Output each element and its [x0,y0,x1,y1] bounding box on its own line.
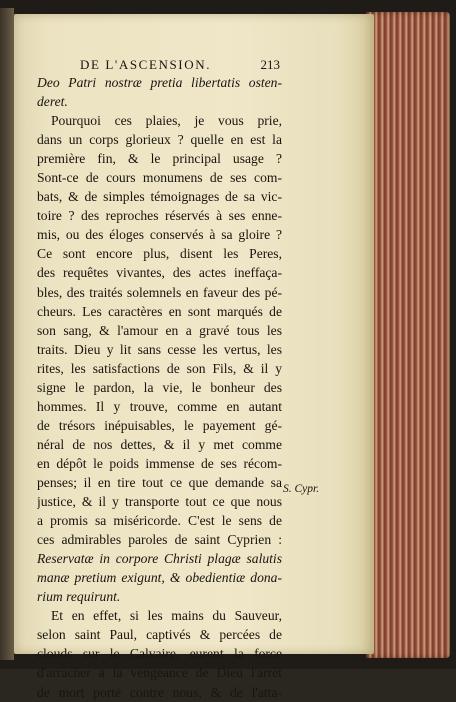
text-line: toire ? des reproches réservés à ses enne- [37,208,282,224]
text-line: son sang, & l'amour en a gravé tous les [37,322,282,338]
text-line: cheurs. Les caractères en sont marqués de [37,303,282,319]
text-line: traits. Dieu y lit sans cesse les vertus, les [37,341,282,357]
left-page-edge [0,8,14,660]
text-line: bles, des traités solemnels en faveur des pé- [37,284,282,300]
page-number: 213 [260,57,280,72]
running-title: DE L'ASCENSION. [80,57,212,72]
text-line: Reservatæ in corpore Christi plagæ salutis [37,551,282,567]
text-line: Ce sont encore plus, disent les Peres, [37,246,282,262]
text-line: des requêtes vivantes, des actes ineffaça- [37,265,282,281]
margin-note [283,483,319,495]
text-line: ces admirables paroles de saint Cyprien : [37,532,282,548]
text-line: a promis sa miséricorde. C'est le sens de [37,513,282,529]
text-line: justice, & il y transporte tout ce que nous [37,494,282,510]
text-line: en dépôt le poids immense de ses récom- [37,455,282,471]
page-stack-fore-edge [366,12,450,658]
text-line: penses; il en tire tout ce que demande sa [37,474,282,490]
text-line: Sont-ce de cours monumens de ses com- [37,170,282,186]
text-line: clouds sur le Calvaire, eurent la force [37,646,282,662]
text-line: première fin, & le principal usage ? [37,151,282,167]
text-line: deret. [37,94,68,110]
body-text [37,73,282,702]
text-line: mis, ou des éloges conservés à sa gloire ? [37,227,282,243]
text-line: hommes. Il y trouve, comme en autant [37,398,282,414]
text-line: néral de nos dettes, & il y met comme [37,436,282,452]
text-line: manæ pretium exigunt, & obedientiæ dona- [37,570,282,586]
text-line: rium requirunt. [37,589,121,605]
text-line: Et en effet, si les mains du Sauveur, [51,608,282,624]
margin-note-text: S. Cypr. [283,483,320,495]
text-line: dans un corps glorieux ? quelle en est la [37,132,282,148]
text-line: rites, les satisfactions de son Fils, & il y [37,360,282,376]
text-line: bats, & de simples témoignages de sa vic- [37,189,282,205]
text-line: selon saint Paul, captivés & percées de [37,627,282,643]
text-line: de mort porté contre nous, & de l'atta- [37,684,282,700]
text-line: Pourquoi ces plaies, je vous prie, [51,113,282,129]
text-line: signe le pardon, la vie, le bonheur des [37,379,282,395]
text-line: Deo Patri nostræ pretia libertatis osten- [37,75,282,90]
text-line: de trésors inépuisables, le payement gé- [37,417,282,433]
text-line: d'arracher à la vengeance de Dieu l'arrêt [37,665,282,681]
running-header [80,57,280,73]
